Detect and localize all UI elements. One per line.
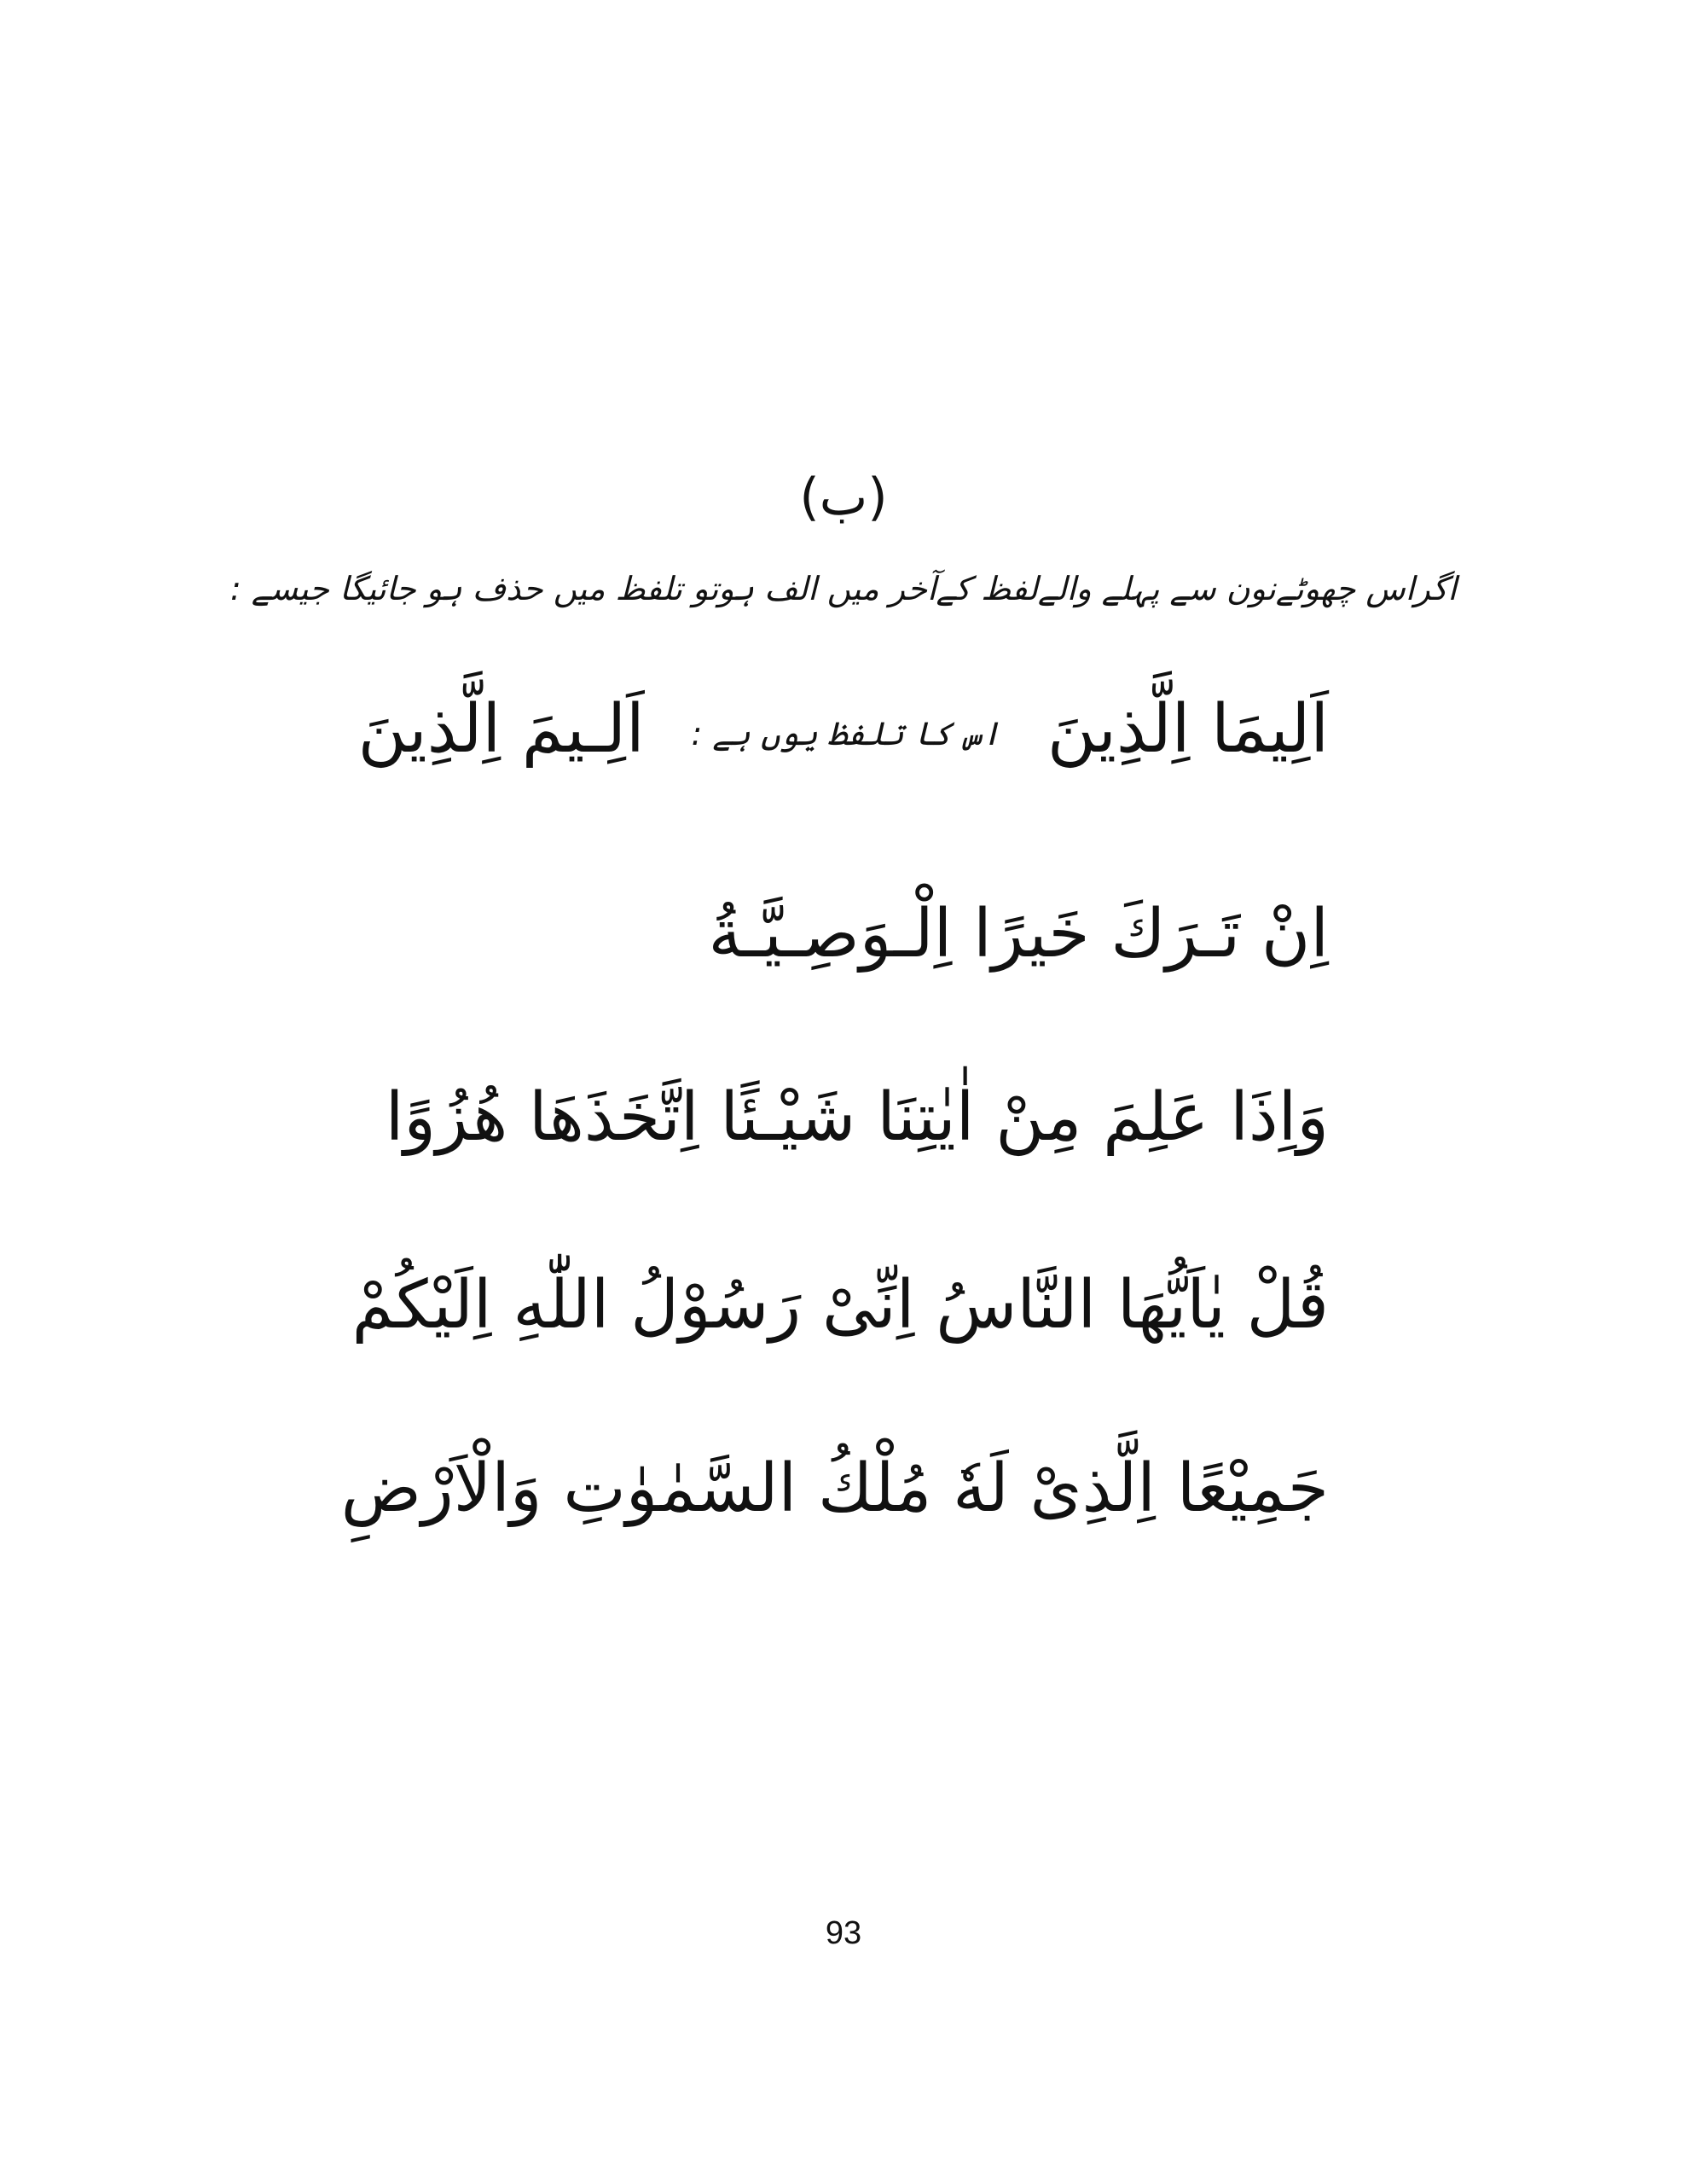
rule-text: اگراس چھوٹےنون سے پہلے والےلفظ کےآخر میں الف ہوتو تلفظ میں حذف ہو جائیگا جیسے : bbox=[230, 570, 1457, 607]
section-label: (ب) bbox=[799, 468, 888, 527]
page-number: 93 bbox=[825, 1915, 862, 1951]
verse-line: وَاِذَا عَلِمَ مِنْ اٰيٰتِنَا شَيْـئًا اِتَّخَذَهَا هُزُوًا bbox=[385, 1079, 1329, 1156]
pronunciation-note: اس کا تلفظ یوں ہے : bbox=[691, 714, 1001, 752]
example-line bbox=[358, 691, 1329, 768]
verse-line: قُلْ يٰاَيُّهَا النَّاسُ اِنِّىْ رَسُوْلُ اللّٰهِ اِلَيْكُمْ bbox=[351, 1267, 1329, 1344]
example-pronunciation: اَلِـيمَ اِلَّذِينَ bbox=[357, 691, 645, 768]
verse-line: جَمِيْعًا اِلَّذِىْ لَهٗ مُلْكُ السَّمٰوٰتِ وَالْاَرْضِ bbox=[340, 1450, 1329, 1527]
example-phrase: اَلِيمَا اِلَّذِينَ bbox=[1046, 691, 1329, 768]
verse-line: اِنْ تَـرَكَ خَيرًا اِلْـوَصِـيَّـةُ bbox=[708, 896, 1329, 973]
